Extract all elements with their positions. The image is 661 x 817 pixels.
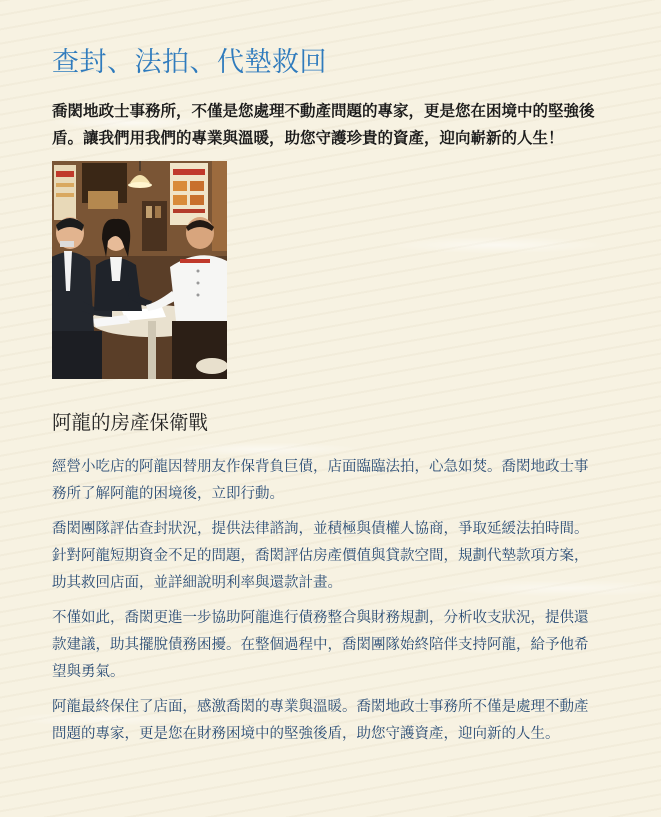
story-paragraph-4: 阿龍最終保住了店面，感激喬閎的專業與溫暖。喬閎地政士事務所不僅是處理不動產問題的專家，更是您在財務困境中的堅強後盾，助您守護資產，迎向新的人生。 <box>52 699 589 742</box>
story-paragraph-3: 不僅如此，喬閎更進一步協助阿龍進行債務整合與財務規劃，分析收支狀況，提供還款建議，助其擺脫債務困擾。在整個過程中，喬閎團隊始終陪伴支持阿龍，給予他希望與勇氣。 <box>52 610 589 680</box>
story-paragraph-2: 喬閎團隊評估查封狀況，提供法律諮詢，並積極與債權人協商，爭取延緩法拍時間。針對阿龍短期資金不足的問題，喬閎評估房產價值與貸款空間，規劃代墊款項方案，助其救回店面，並詳細說明利率與還款計畫。 <box>52 521 589 591</box>
page-title: 查封、法拍、代墊救回 <box>52 47 327 78</box>
section-heading: 阿龍的房產保衛戰 <box>52 411 209 434</box>
intro-paragraph: 喬閎地政士事務所，不僅是您處理不動產問題的專家，更是您在困境中的堅強後盾。讓我們用我們的專業與溫暖，助您守護珍貴的資產，迎向嶄新的人生！ <box>52 101 595 147</box>
meeting-photo <box>52 161 227 379</box>
story-paragraph-1: 經營小吃店的阿龍因替朋友作保背負巨債，店面臨臨法拍，心急如焚。喬閎地政士事務所了解阿龍的困境後，立即行動。 <box>52 459 589 502</box>
meeting-photo-illustration <box>52 161 227 379</box>
article <box>52 44 597 748</box>
